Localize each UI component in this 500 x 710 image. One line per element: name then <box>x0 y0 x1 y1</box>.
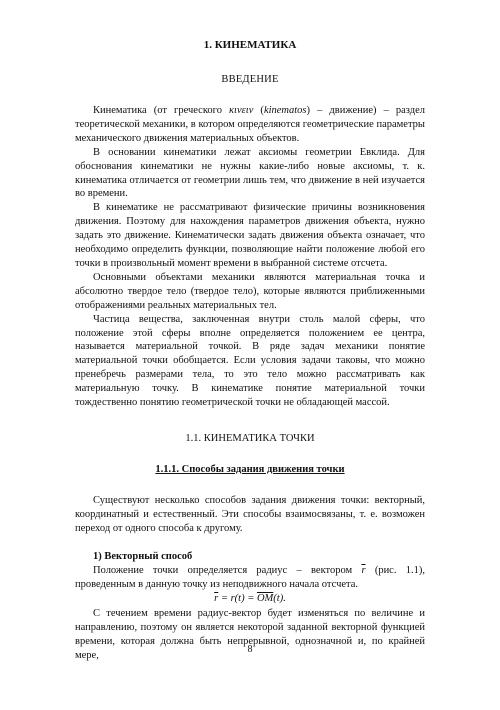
document-page <box>75 38 425 663</box>
vector-method-title: 1) Векторный способ <box>93 550 193 562</box>
intro-p1-text-b: ) – движение) – раздел теоретической механики, в котором определяются геометрические параметры механического движения материальных объектов. <box>75 105 425 144</box>
vector-method-paragraph-2: С течением времени радиус-вектор будет изменяться по величине и направлению, поэтому он является некоторой заданной векторной функцией времени, которая должна быть непрерывной, однозначной и, по крайней мере, <box>75 608 425 662</box>
intro-p1-translit: kinematos <box>263 105 307 116</box>
formula-mid: = r(t) = <box>218 593 257 605</box>
formula-om: $\overline{OM}$ <box>256 593 274 605</box>
intro-paragraph-4: Основными объектами механики являются материальная точка и абсолютно твердое тело (твердое тело), которые являются приближенными отображениями реальных материальных тел. <box>75 271 425 311</box>
intro-p1-greek: κινειν <box>229 105 254 116</box>
intro-paragraph-1 <box>75 104 425 146</box>
intro-paragraph-5: Частица вещества, заключенная внутри столь малой сферы, что положение этой сферы вполне определяется положением ее центра, называется материальной точкой. В ряде задач механики понятие материальной точки обобщается. Если условия задачи таковы, что можно пренебречь размерами тела, то это тело можно рассматривать как материальную точку. В кинематике понятие материальной точки тождественно понятию геометрической точки не обладающей массой. <box>75 313 425 409</box>
formula-end: (t). <box>273 593 286 605</box>
section-paragraph-1: Существуют несколько способов задания движения точки: векторный, координатный и естественный. Эти способы взаимосвязаны, т. е. возможен переход от одного способа к другому. <box>75 494 425 534</box>
subsection-title <box>75 463 425 477</box>
intro-title: ВВЕДЕНИЕ <box>221 74 279 85</box>
vector-p1-text-a: Положение точки определяется радиус – вектором <box>93 564 362 576</box>
intro-paragraph-2: В основании кинематики лежат аксиомы геометрии Евклида. Для обоснования кинематики не нужны какие-либо новые аксиомы, т. к. кинематика отличается от геометрии лишь тем, что движение в ней изучается во времени. <box>75 146 425 200</box>
vector-p1-text-b: (рис. 1.1), проведенным в данную точку из неподвижного начала отсчета. <box>75 564 425 590</box>
chapter-title: 1. КИНЕМАТИКА <box>203 39 297 51</box>
radius-vector-symbol: $\overline{r}$ <box>361 564 366 576</box>
page-number: 8 <box>247 644 253 655</box>
subsection-title-text: 1.1.1. Способы задания движения точки <box>155 463 345 475</box>
intro-p1-paren: ( <box>253 105 264 116</box>
formula-lhs: $\overline{r}$ <box>214 593 219 605</box>
section-title: 1.1. КИНЕМАТИКА ТОЧКИ <box>185 432 315 444</box>
intro-paragraph-3: В кинематике не рассматривают физические причины возникновения движения. Поэтому для нахождения параметров движения объекта, нужно задать это движение. Кинематически задать движения объекта означает, что необходимо определить функции, позволяющие найти положение любой его точки в произвольный момент времени в выбранной системе отсчета. <box>75 202 425 269</box>
radius-vector-formula <box>75 591 425 607</box>
vector-method-paragraph-1 <box>75 564 425 592</box>
intro-p1-text-a: Кинематика (от греческого <box>93 105 230 116</box>
